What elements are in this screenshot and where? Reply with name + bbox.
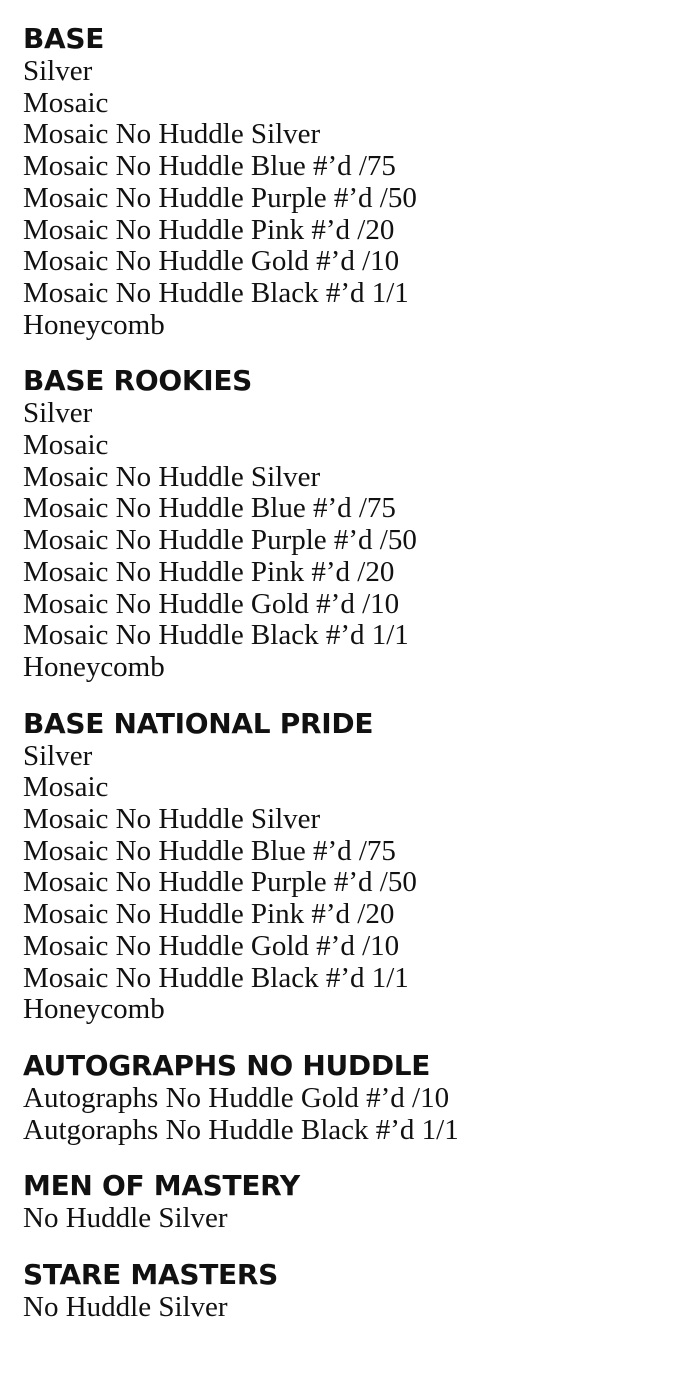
section-list: [23, 741, 683, 1026]
section-base: [23, 22, 683, 341]
section-title: BASE ROOKIES: [23, 364, 253, 398]
list-item: Mosaic No Huddle Silver: [23, 118, 321, 151]
list-item: No Huddle Silver: [23, 1202, 228, 1235]
list-item: Mosaic No Huddle Purple #’d /50: [23, 866, 417, 899]
list-item: Mosaic No Huddle Purple #’d /50: [23, 181, 417, 214]
list-item: Silver: [23, 739, 93, 772]
parallel-checklist: [23, 22, 683, 1347]
list-item: Autgoraphs No Huddle Black #’d 1/1: [23, 1113, 459, 1146]
list-item: Mosaic No Huddle Gold #’d /10: [23, 929, 400, 962]
list-item: Mosaic No Huddle Silver: [23, 460, 321, 493]
list-item: Mosaic No Huddle Pink #’d /20: [23, 213, 395, 246]
list-item: Mosaic No Huddle Blue #’d /75: [23, 834, 396, 867]
list-item: Honeycomb: [23, 650, 165, 683]
list-item: Mosaic No Huddle Gold #’d /10: [23, 587, 400, 620]
section-title: BASE: [23, 22, 105, 55]
section-autographs-no-huddle: [23, 1049, 683, 1146]
list-item: Mosaic No Huddle Black #’d 1/1: [23, 961, 409, 994]
list-item: Mosaic No Huddle Pink #’d /20: [23, 898, 395, 931]
list-item: Mosaic No Huddle Blue #’d /75: [23, 150, 396, 183]
section-title: BASE NATIONAL PRIDE: [23, 706, 374, 740]
list-item: Honeycomb: [23, 308, 165, 341]
list-item: No Huddle Silver: [23, 1291, 228, 1324]
section-men-of-mastery: [23, 1169, 683, 1235]
list-item: Honeycomb: [23, 993, 165, 1026]
list-item: Silver: [23, 55, 93, 87]
section-list: [23, 1203, 683, 1235]
list-item: Mosaic No Huddle Silver: [23, 803, 321, 836]
list-item: Mosaic No Huddle Pink #’d /20: [23, 555, 395, 588]
list-item: Mosaic No Huddle Blue #’d /75: [23, 492, 396, 525]
list-item: Mosaic No Huddle Purple #’d /50: [23, 524, 417, 557]
list-item: Autographs No Huddle Gold #’d /10: [23, 1081, 450, 1114]
section-base-rookies: [23, 364, 683, 683]
section-list: [23, 1083, 683, 1146]
section-list: [23, 398, 683, 683]
list-item: Mosaic: [23, 86, 109, 119]
list-item: Mosaic No Huddle Black #’d 1/1: [23, 276, 409, 309]
section-base-national-pride: [23, 707, 683, 1026]
section-stare-masters: [23, 1258, 683, 1324]
list-item: Mosaic No Huddle Black #’d 1/1: [23, 619, 409, 652]
list-item: Silver: [23, 397, 93, 430]
section-title: AUTOGRAPHS NO HUDDLE: [23, 1048, 431, 1082]
section-title: STARE MASTERS: [23, 1258, 278, 1292]
section-list: [23, 1292, 683, 1324]
section-title: MEN OF MASTERY: [23, 1169, 300, 1203]
list-item: Mosaic: [23, 771, 109, 804]
list-item: Mosaic: [23, 429, 109, 462]
list-item: Mosaic No Huddle Gold #’d /10: [23, 245, 400, 278]
section-list: [23, 56, 683, 341]
